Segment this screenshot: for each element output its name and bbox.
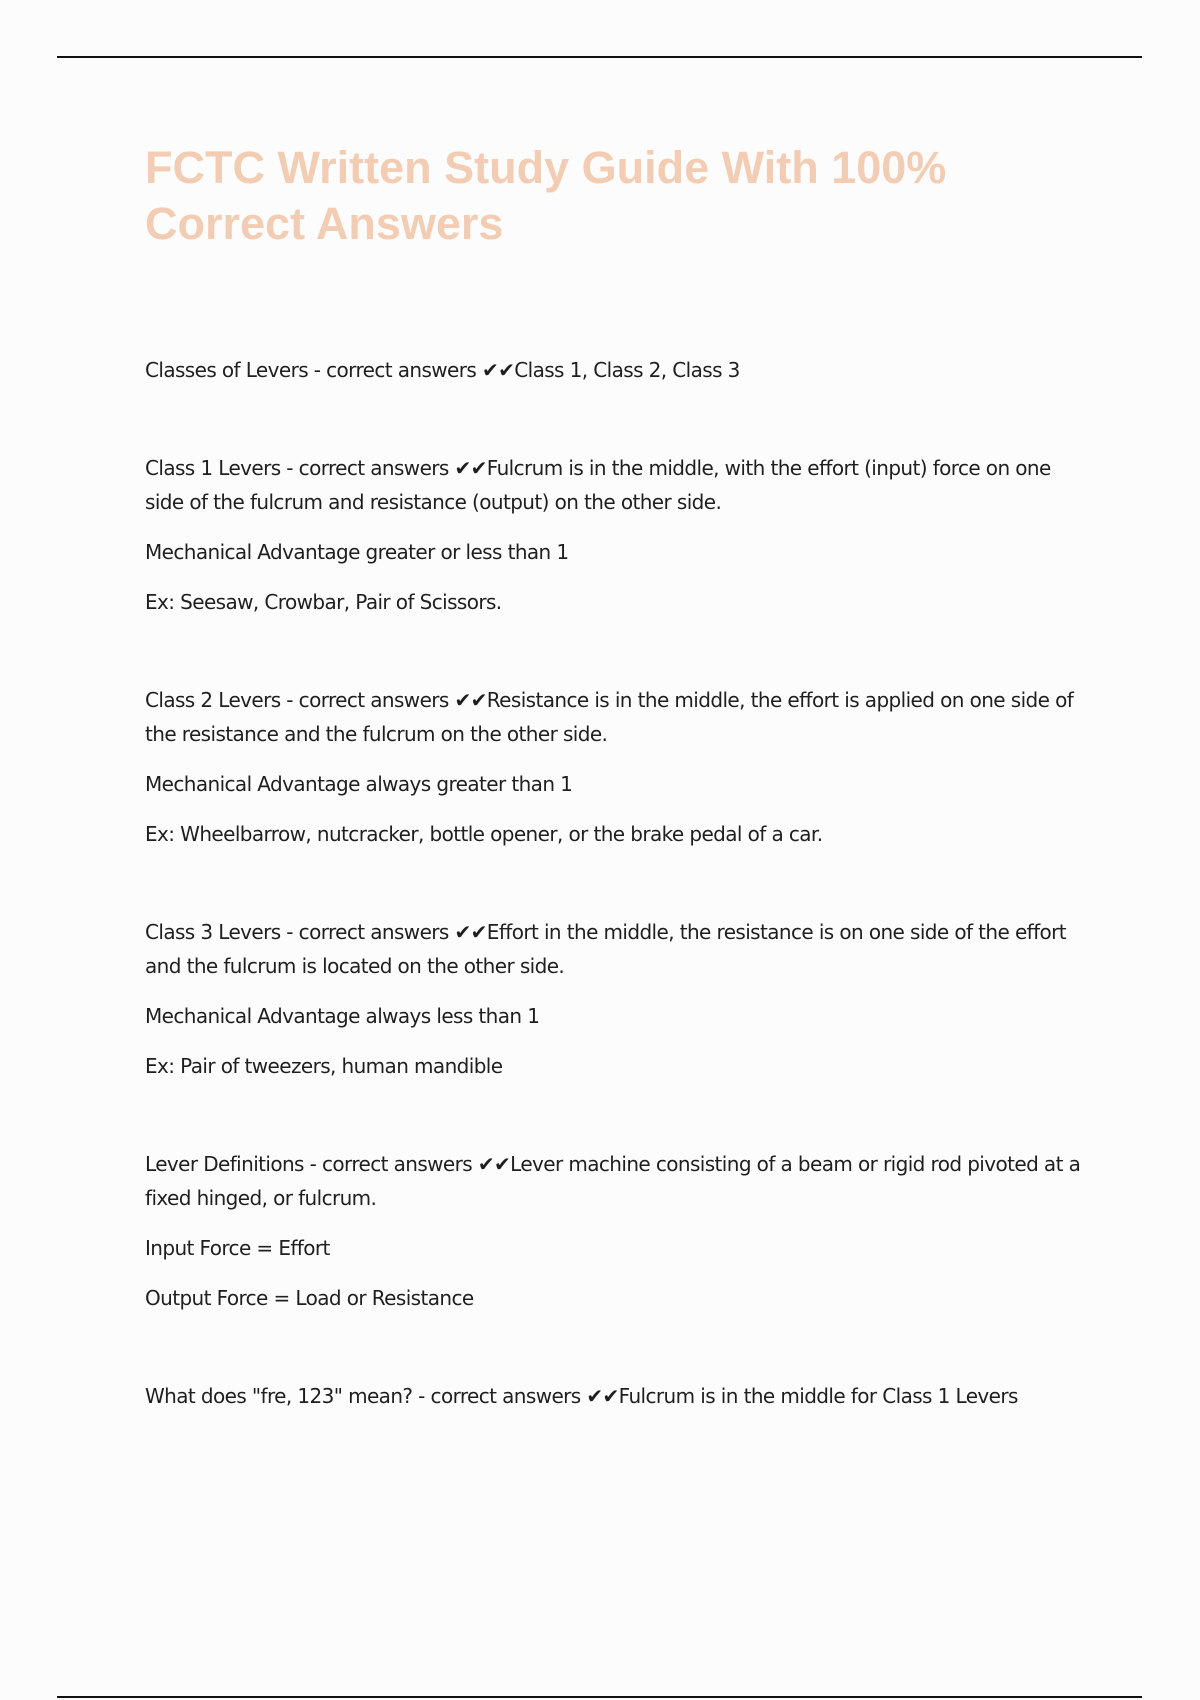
entry-text: Classes of Levers - correct answers ✔✔Class 1, Class 2, Class 3 xyxy=(145,358,740,382)
entry-detail: Mechanical Advantage always greater than 1 xyxy=(145,772,573,796)
entry-example: Ex: Wheelbarrow, nutcracker, bottle opener, or the brake pedal of a car. xyxy=(145,822,823,846)
qa-entry-fre-123 xyxy=(145,1379,1085,1413)
qa-entry-lever-definitions xyxy=(145,1147,1085,1315)
entry-detail: Mechanical Advantage always less than 1 xyxy=(145,1004,540,1028)
qa-entry-class-1-levers xyxy=(145,451,1085,619)
entry-answer: Class 1 Levers - correct answers ✔✔Fulcrum is in the middle, with the effort (input) force on one side of the fulcrum and resistance (output) on the other side. xyxy=(145,456,1051,514)
qa-entry-classes-of-levers xyxy=(145,353,1085,387)
bottom-rule xyxy=(57,1696,1142,1698)
qa-entry-class-3-levers xyxy=(145,915,1085,1083)
entry-answer: Lever Definitions - correct answers ✔✔Lever machine consisting of a beam or rigid rod pivoted at a fixed hinged, or fulcrum. xyxy=(145,1152,1081,1210)
entry-answer: Class 3 Levers - correct answers ✔✔Effort in the middle, the resistance is on one side of the effort and the fulcrum is located on the other side. xyxy=(145,920,1067,978)
qa-entry-class-2-levers xyxy=(145,683,1085,851)
entry-text: What does "fre, 123" mean? - correct answers ✔✔Fulcrum is in the middle for Class 1 Levers xyxy=(145,1384,1018,1408)
entry-detail: Input Force = Effort xyxy=(145,1236,330,1260)
entry-detail: Output Force = Load or Resistance xyxy=(145,1286,474,1310)
document-body xyxy=(145,353,1085,1477)
entry-example: Ex: Pair of tweezers, human mandible xyxy=(145,1054,503,1078)
top-rule xyxy=(57,56,1142,58)
entry-example: Ex: Seesaw, Crowbar, Pair of Scissors. xyxy=(145,590,502,614)
entry-detail: Mechanical Advantage greater or less than 1 xyxy=(145,540,569,564)
document-title: FCTC Written Study Guide With 100% Correct Answers xyxy=(145,142,947,249)
entry-answer: Class 2 Levers - correct answers ✔✔Resistance is in the middle, the effort is applied on one side of the resistance and the fulcrum on the other side. xyxy=(145,688,1074,746)
